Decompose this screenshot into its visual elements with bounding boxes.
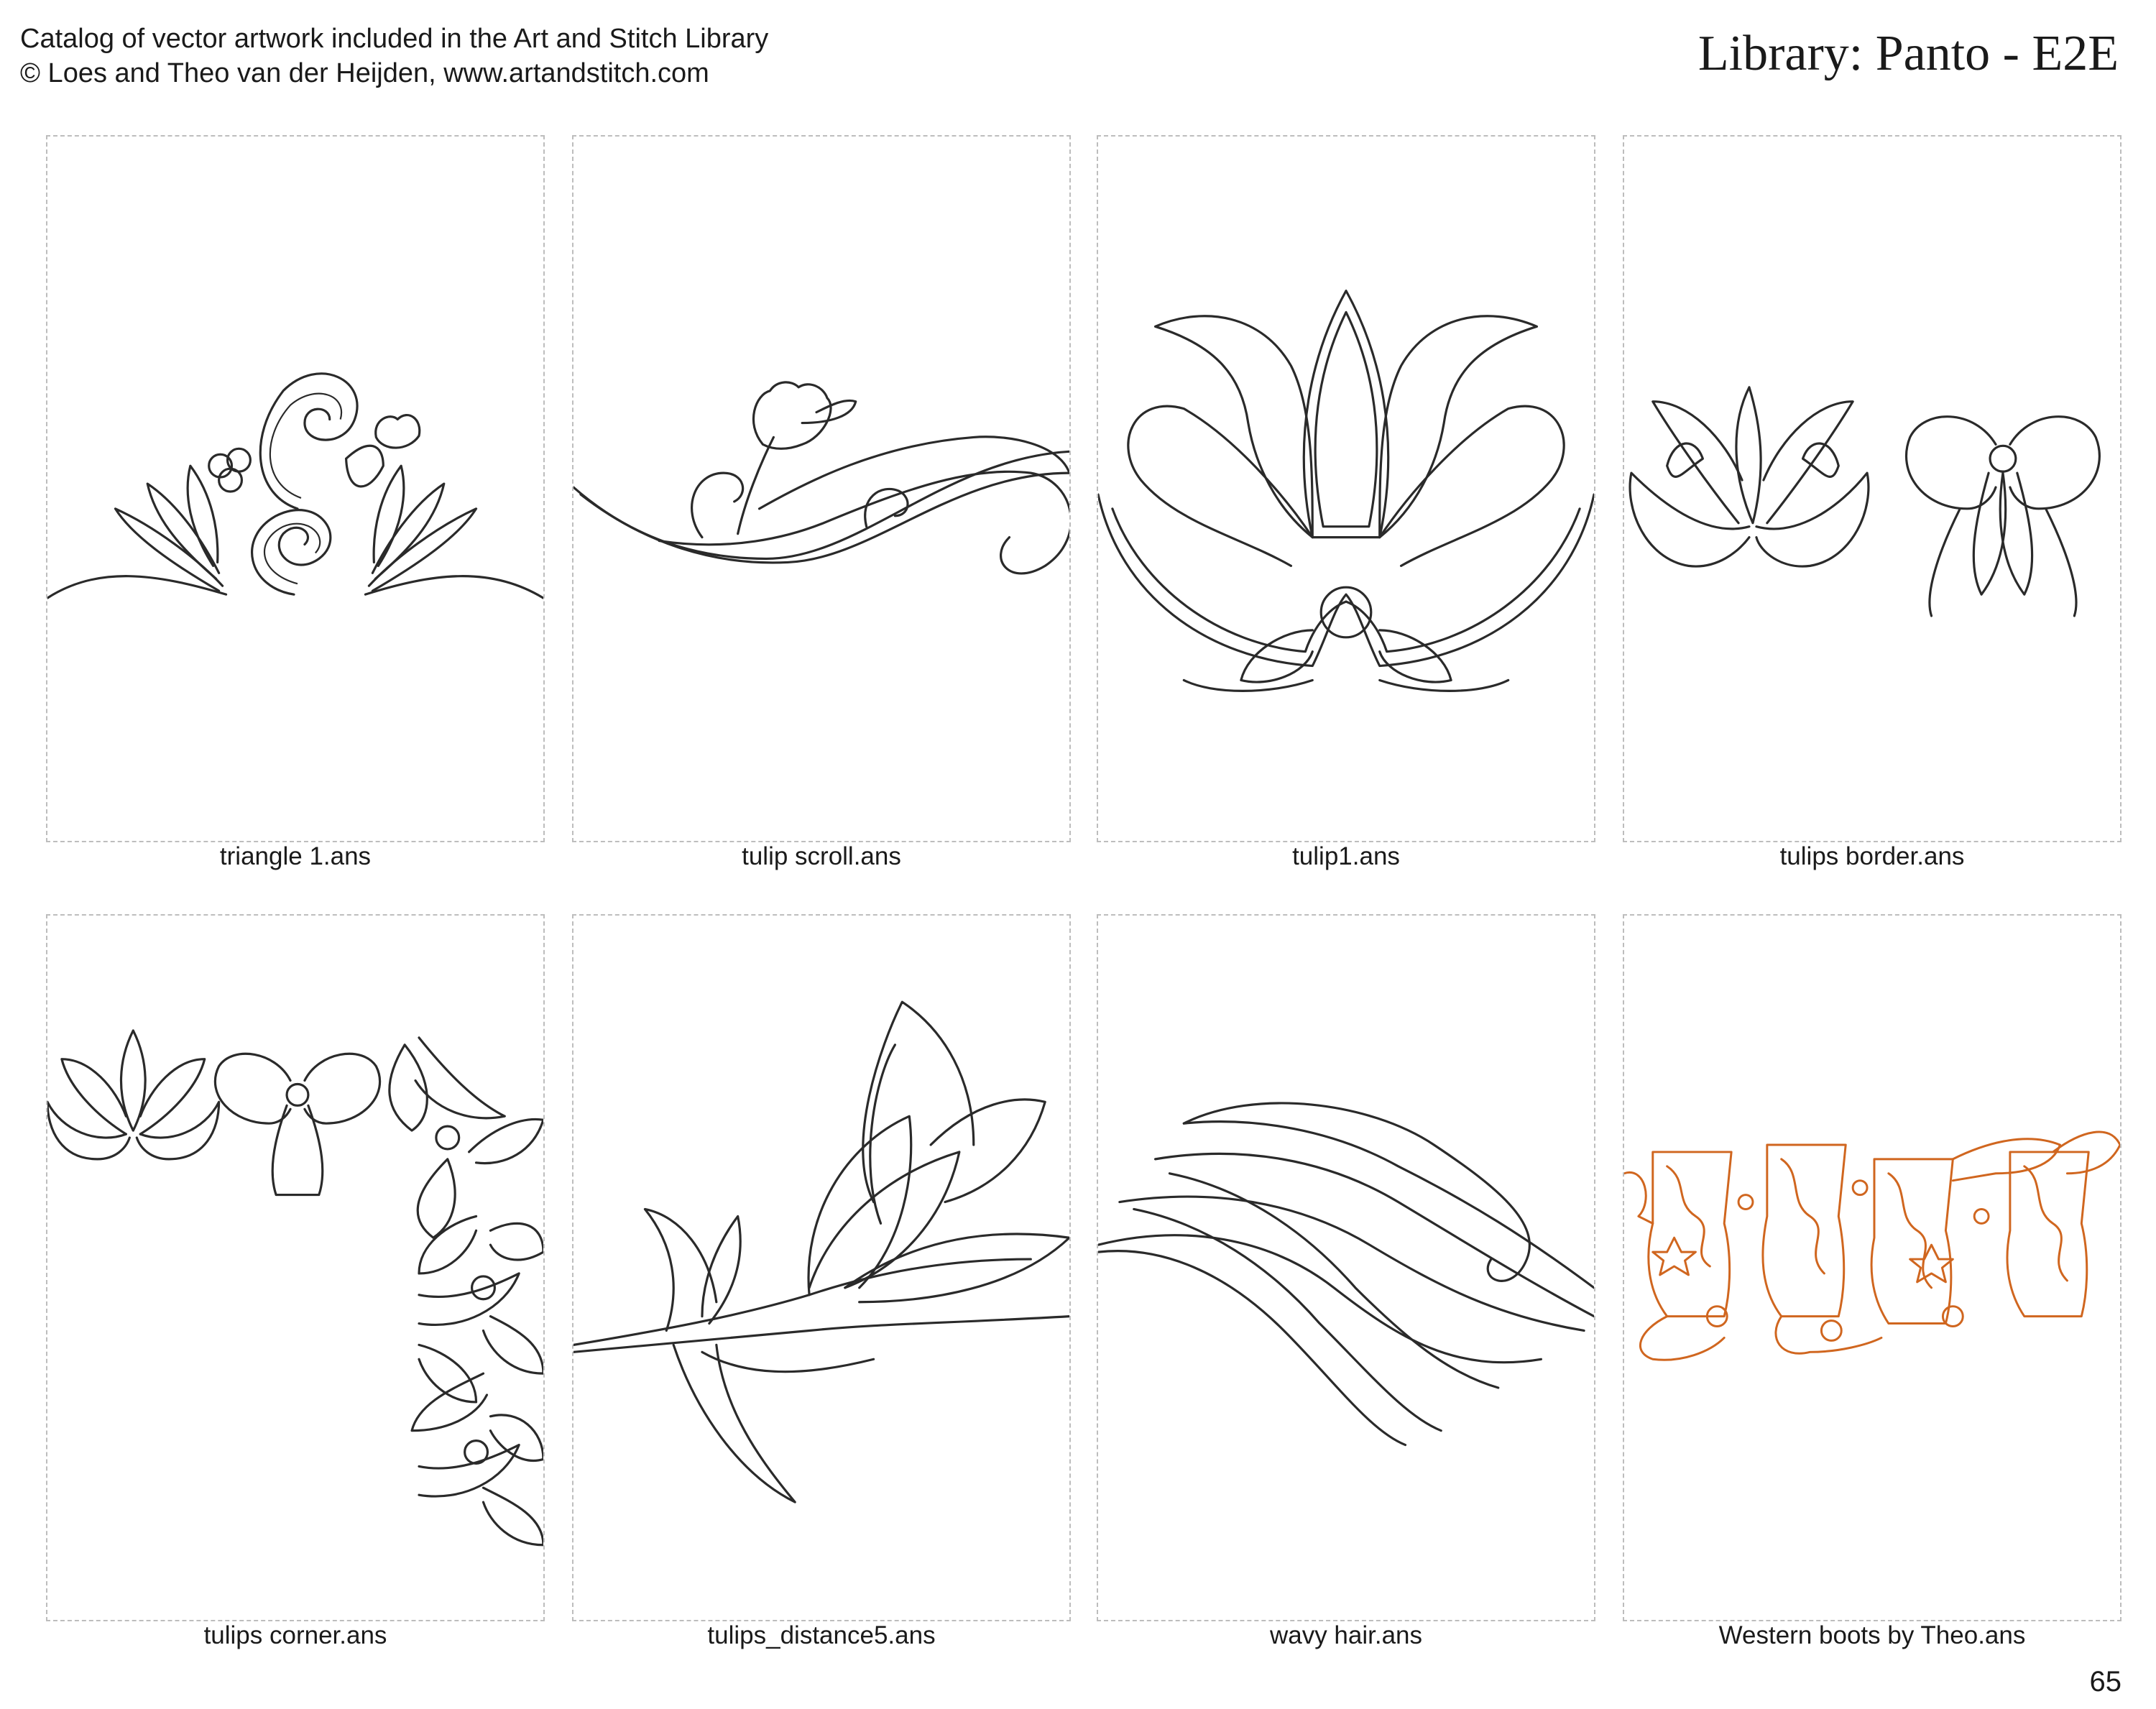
motif-card-tulips-border[interactable] bbox=[1623, 135, 2122, 842]
tulip-leaves-motif-icon bbox=[573, 916, 1069, 1620]
tulips-corner-motif-icon bbox=[47, 916, 543, 1620]
copyright-line: © Loes and Theo van der Heijden, www.artandstitch.com bbox=[20, 58, 709, 88]
motif-caption: tulips border.ans bbox=[1779, 842, 1965, 870]
motif-card-wavy-hair[interactable] bbox=[1097, 914, 1595, 1621]
motif-caption: tulip1.ans bbox=[1292, 842, 1400, 870]
motif-card-western-boots[interactable] bbox=[1623, 914, 2122, 1621]
catalog-header bbox=[20, 22, 768, 91]
motif-card-tulips-corner[interactable] bbox=[46, 914, 545, 1621]
wavy-hair-motif-icon bbox=[1098, 916, 1594, 1620]
motif-caption: tulips_distance5.ans bbox=[707, 1621, 936, 1649]
motif-caption: tulips corner.ans bbox=[203, 1621, 387, 1649]
motif-card-tulip-scroll[interactable] bbox=[572, 135, 1071, 842]
tulips-border-motif-icon bbox=[1624, 137, 2120, 841]
motif-card-triangle-1[interactable] bbox=[46, 135, 545, 842]
catalog-description: Catalog of vector artwork included in the Art and Stitch Library bbox=[20, 24, 769, 54]
page-number: 65 bbox=[2089, 1666, 2122, 1698]
motif-card-tulip1[interactable] bbox=[1097, 135, 1595, 842]
library-title: Library: Panto - E2E bbox=[1697, 26, 2119, 81]
motif-caption: wavy hair.ans bbox=[1269, 1621, 1423, 1649]
motif-caption: Western boots by Theo.ans bbox=[1718, 1621, 2026, 1649]
western-boots-motif-icon bbox=[1624, 916, 2120, 1620]
triangle-swirl-motif-icon bbox=[47, 137, 543, 841]
tulip-motif-icon bbox=[1098, 137, 1594, 841]
motif-card-tulips-distance5[interactable] bbox=[572, 914, 1071, 1621]
motif-caption: tulip scroll.ans bbox=[742, 842, 901, 870]
tulip-scroll-motif-icon bbox=[573, 137, 1069, 841]
motif-caption: triangle 1.ans bbox=[219, 842, 372, 870]
